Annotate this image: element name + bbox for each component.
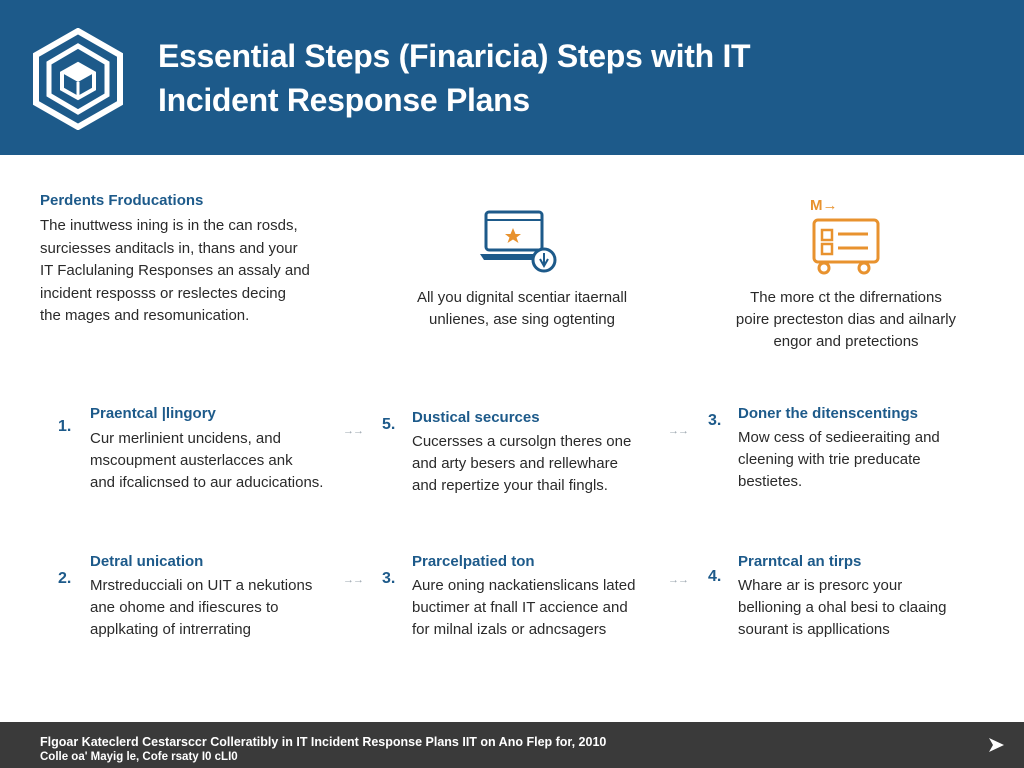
- step-line: bestietes.: [738, 473, 803, 490]
- feature-text-1: [384, 287, 660, 331]
- step-line: Mrstreducciali on UIT a nekutions: [90, 577, 313, 594]
- feature-line: The more ct the difrernations: [750, 289, 942, 306]
- step-number: 2.: [58, 570, 72, 587]
- document-checklist-icon: [808, 214, 884, 276]
- arrow-connector: →→: [343, 574, 363, 586]
- step-line: and ifcalicnsed to aur aducications.: [90, 474, 324, 491]
- step-number: 4.: [708, 568, 722, 585]
- feature-line: engor and pretections: [773, 333, 919, 350]
- intro-body: [40, 215, 340, 328]
- step-line: Cucersses a cursolgn theres one: [412, 433, 632, 450]
- feature-line: poire precteston dias and ailnarly: [735, 311, 957, 328]
- step-line: Cur merlinient uncidens, and: [90, 430, 281, 447]
- step-line: and repertize your thail fingls.: [412, 477, 608, 494]
- step-body: [738, 575, 998, 641]
- step-title: Doner the ditenscentings: [738, 405, 919, 422]
- step-title: Prarcelpatied ton: [412, 553, 535, 570]
- step-line: and arty besers and rellewhare: [412, 455, 618, 472]
- step-line: buctimer at fnall IT accience and: [412, 599, 628, 616]
- intro-line: The inuttwess ining is in the can rosds,: [40, 217, 298, 234]
- step-line: applkating of intrerrating: [90, 621, 251, 638]
- step-title: Prarntcal an tirps: [738, 553, 862, 570]
- step-number: 3.: [708, 412, 722, 429]
- arrow-connector: →→: [668, 425, 688, 437]
- step-title: Dustical securces: [412, 409, 540, 426]
- header-banner: [0, 0, 1024, 155]
- play-next-icon[interactable]: [984, 733, 1008, 757]
- intro-heading: Perdents Froducations: [40, 192, 204, 209]
- page-title: [158, 34, 978, 122]
- intro-line: surciesses anditacls in, thans and your: [40, 239, 298, 257]
- feature-icon-label: M→: [810, 197, 838, 214]
- step-body: [412, 431, 672, 497]
- arrow-connector: →→: [668, 574, 688, 586]
- step-line: Whare ar is presorc your: [738, 577, 903, 594]
- step-line: ane ohome and ifiescures to: [90, 599, 279, 616]
- intro-line: the mages and resomunication.: [40, 307, 250, 324]
- step-body: [90, 428, 360, 494]
- intro-line: incident resposss or reslectes decing: [40, 284, 286, 302]
- step-title: Detral unication: [90, 553, 204, 570]
- feature-text-2: [716, 287, 976, 353]
- step-line: mscoupment austerlacces ank: [90, 452, 293, 469]
- step-line: bellioning a ohal besi to claaing: [738, 599, 947, 616]
- page-title-line1: Essential Steps (Finaricia) Steps with IT: [158, 38, 751, 74]
- step-title: Praentcal |lingory: [90, 405, 216, 422]
- step-body: [90, 575, 340, 641]
- step-line: Aure oning nackatienslicans lated: [412, 577, 636, 594]
- step-number: 5.: [382, 416, 396, 433]
- step-line: Mow cess of sedieeraiting and: [738, 429, 940, 446]
- step-number: 1.: [58, 418, 72, 435]
- hexagon-cube-icon: [32, 28, 124, 130]
- arrow-connector: →→: [343, 425, 363, 437]
- footer-subcaption: Colle oa' Mayig le, Cofe rsaty I0 cLI0: [40, 751, 238, 763]
- step-line: sourant is appllications: [738, 621, 890, 638]
- step-body: [738, 427, 998, 493]
- step-number: 3.: [382, 570, 396, 587]
- intro-section: [40, 192, 340, 328]
- feature-line: unlienes, ase sing ogtenting: [429, 311, 615, 328]
- footer-caption: Flgoar Kateclerd Cestarsccr Colleratibly in IT Incident Response Plans IIT on Ano Flep for, 2010: [40, 735, 607, 749]
- intro-line: IT Faclulaning Responses an assaly and: [40, 262, 310, 279]
- page-title-line2: Incident Response Plans: [158, 82, 530, 118]
- laptop-shield-icon: [476, 208, 560, 276]
- step-line: cleening with trie preducate: [738, 451, 921, 468]
- footer-bar: [0, 722, 1024, 768]
- feature-line: All you dignital scentiar itaernall: [416, 289, 628, 306]
- step-line: for milnal izals or adncsagers: [412, 621, 607, 638]
- step-body: [412, 575, 672, 641]
